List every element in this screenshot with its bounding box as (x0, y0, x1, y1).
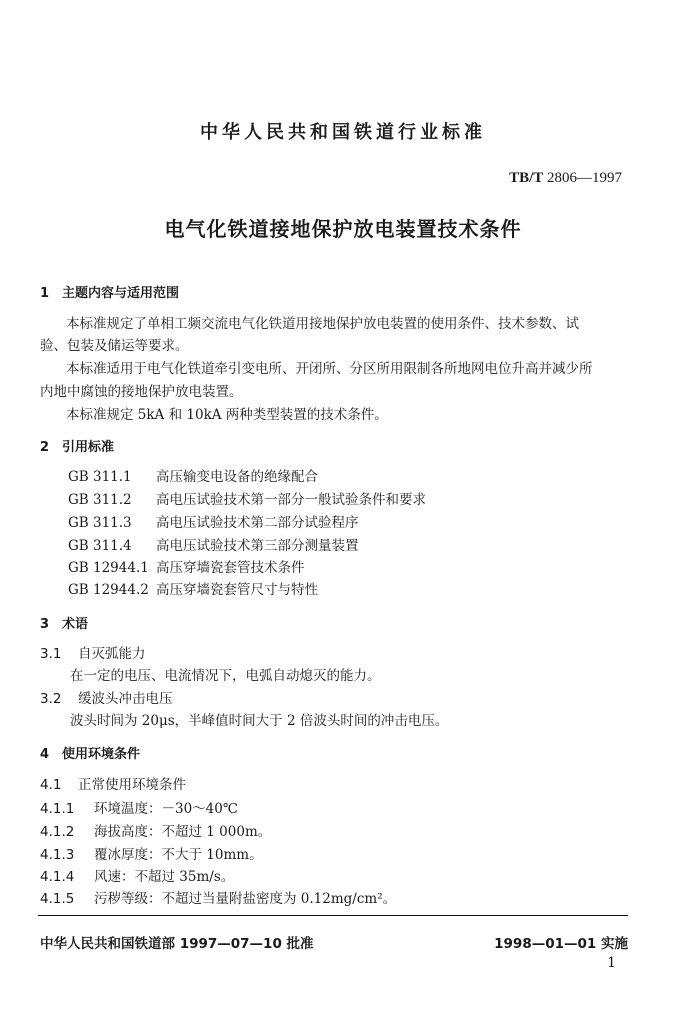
reference-name: 高压穿墙瓷套管尺寸与特性 (156, 582, 318, 598)
reference-code: GB 311.3 (68, 515, 132, 531)
section-number: 2 (40, 440, 50, 455)
section-title: 使用环境条件 (62, 747, 141, 762)
section-title: 主题内容与适用范围 (62, 286, 180, 301)
standard-number (509, 170, 622, 187)
condition-text: 污秽等级：不超过当量附盐密度为 0.12mg/cm²。 (94, 891, 397, 907)
reference-name: 高压穿墙瓷套管技术条件 (156, 560, 305, 576)
condition-item (40, 820, 271, 840)
condition-text: 环境温度：－30～40℃ (94, 801, 238, 817)
term-3-2-heading (40, 687, 173, 707)
clause-number: 3.2 (40, 691, 62, 707)
clause-number: 4.1.2 (40, 824, 75, 840)
s1-paragraph-2-line-1: 本标准适用于电气化铁道牵引变电所、开闭所、分区所用限制各所地网电位升高并减少所 (66, 361, 593, 377)
term-3-2-definition: 波头时间为 20μs，半峰值时间大于 2 倍波头时间的冲击电压。 (70, 713, 449, 729)
section-title: 术语 (62, 617, 89, 632)
issuing-body-header: 中华人民共和国铁道行业标准 (200, 122, 486, 143)
clause-number: 4.1.4 (40, 869, 75, 885)
reference-item (68, 578, 318, 598)
clause-title: 正常使用环境条件 (78, 777, 186, 793)
reference-name: 高压输变电设备的绝缘配合 (156, 469, 318, 485)
term-title: 自灭弧能力 (78, 646, 146, 662)
document-title: 电气化铁道接地保护放电装置技术条件 (164, 217, 522, 241)
clause-number: 3.1 (40, 646, 62, 662)
section-3-heading (40, 613, 88, 632)
clause-number: 4.1.3 (40, 847, 75, 863)
s1-paragraph-3: 本标准规定 5kA 和 10kA 两种类型装置的技术条件。 (66, 407, 388, 423)
condition-item (40, 797, 238, 817)
reference-name: 高电压试验技术第一部分一般试验条件和要求 (156, 492, 426, 508)
standard-year: 2806—1997 (547, 170, 622, 186)
condition-text: 海拔高度：不超过 1 000m。 (94, 824, 272, 840)
page-number: 1 (607, 955, 616, 971)
s1-paragraph-1-line-1: 本标准规定了单相工频交流电气化铁道用接地保护放电装置的使用条件、技术参数、试 (66, 316, 579, 332)
condition-item (40, 865, 234, 885)
reference-item (68, 534, 359, 554)
clause-4-1-heading (40, 773, 186, 793)
clause-number: 4.1 (40, 777, 62, 793)
section-1-heading (40, 282, 179, 301)
condition-text: 覆冰厚度：不大于 10mm。 (94, 847, 263, 863)
reference-code: GB 12944.1 (68, 560, 149, 576)
approval-date: 中华人民共和国铁道部 1997—07—10 批准 (40, 936, 314, 952)
term-3-1-heading (40, 642, 146, 662)
section-title: 引用标准 (62, 440, 115, 455)
clause-number: 4.1.5 (40, 891, 75, 907)
section-number: 4 (40, 747, 50, 762)
footer-divider (38, 915, 628, 916)
reference-name: 高电压试验技术第二部分试验程序 (156, 515, 359, 531)
s1-paragraph-2-line-2: 内地中腐蚀的接地保护放电装置。 (40, 384, 243, 400)
standard-code: TB/T (509, 170, 544, 186)
section-2-heading (40, 436, 114, 455)
s1-paragraph-1-line-2: 验、包装及储运等要求。 (40, 338, 189, 354)
reference-item (68, 511, 359, 531)
reference-code: GB 12944.2 (68, 582, 149, 598)
section-number: 3 (40, 617, 50, 632)
implementation-date: 1998—01—01 实施 (494, 936, 628, 952)
reference-code: GB 311.2 (68, 492, 132, 508)
condition-item (40, 843, 263, 863)
term-title: 缓波头冲击电压 (78, 691, 173, 707)
condition-item (40, 887, 396, 907)
condition-text: 风速：不超过 35m/s。 (94, 869, 235, 885)
section-number: 1 (40, 286, 50, 301)
reference-name: 高电压试验技术第三部分测量装置 (156, 538, 359, 554)
reference-item (68, 465, 318, 485)
term-3-1-definition: 在一定的电压、电流情况下，电弧自动熄灭的能力。 (70, 668, 381, 684)
reference-code: GB 311.1 (68, 469, 132, 485)
reference-item (68, 488, 426, 508)
section-4-heading (40, 743, 140, 762)
reference-code: GB 311.4 (68, 538, 132, 554)
clause-number: 4.1.1 (40, 801, 75, 817)
reference-item (68, 556, 305, 576)
